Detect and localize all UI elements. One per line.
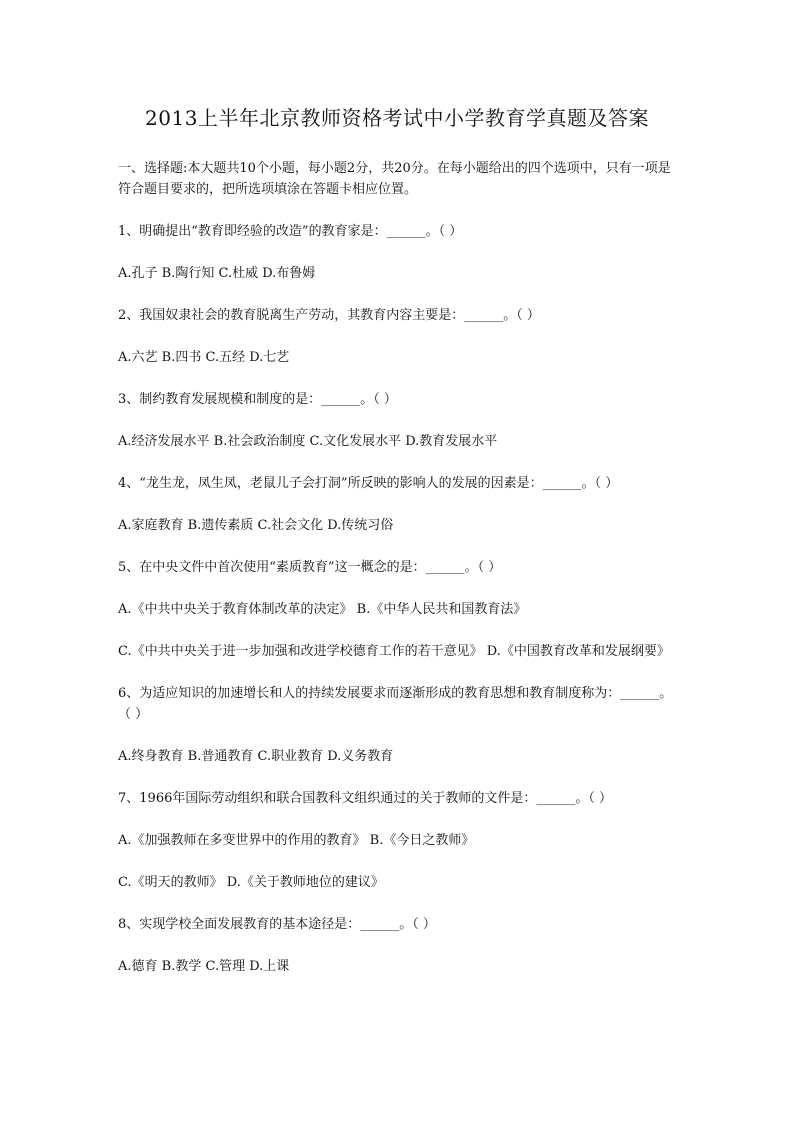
section-intro: 一、选择题:本大题共10个小题，每小题2分，共20分。在每小题给出的四个选项中，只有一项是符合题目要求的，把所选项填涂在答题卡相应位置。 xyxy=(118,161,671,197)
question-4-options: A.家庭教育 B.遗传素质 C.社会文化 D.传统习俗 xyxy=(118,518,394,533)
question-5-options-cd: C.《中共中央关于进一步加强和改进学校德育工作的若干意见》 D.《中国教育改革和发展纲要》 xyxy=(118,644,670,659)
question-7-options-ab: A.《加强教师在多变世界中的作用的教育》 B.《今日之教师》 xyxy=(118,833,475,848)
question-3: 3、制约教育发展规模和制度的是：______。（ ） xyxy=(118,392,397,407)
question-2: 2、我国奴隶社会的教育脱离生产劳动，其教育内容主要是：______。（ ） xyxy=(118,308,540,323)
question-1-options: A.孔子 B.陶行知 C.杜威 D.布鲁姆 xyxy=(118,266,316,281)
document-body xyxy=(118,158,678,998)
question-3-options: A.经济发展水平 B.社会政治制度 C.文化发展水平 D.教育发展水平 xyxy=(118,434,498,449)
question-7: 7、1966年国际劳动组织和联合国教科文组织通过的关于教师的文件是：______。（ ） xyxy=(118,791,612,806)
question-8-options: A.德育 B.教学 C.管理 D.上课 xyxy=(118,959,290,974)
question-2-options: A.六艺 B.四书 C.五经 D.七艺 xyxy=(118,350,290,365)
question-7-options-cd: C.《明天的教师》 D.《关于教师地位的建议》 xyxy=(118,875,384,890)
question-1: 1、明确提出“教育即经验的改造”的教育家是：______。（ ） xyxy=(118,224,463,239)
question-4: 4、“龙生龙，凤生凤，老鼠儿子会打洞”所反映的影响人的发展的因素是：______。（ ） xyxy=(118,476,619,491)
question-6: 6、为适应知识的加速增长和人的持续发展要求而逐渐形成的教育思想和教育制度称为：______。（ ） xyxy=(118,686,673,722)
question-8: 8、实现学校全面发展教育的基本途径是：______。（ ） xyxy=(118,917,436,932)
document-title: 2013上半年北京教师资格考试中小学教育学真题及答案 xyxy=(145,106,649,130)
question-6-options: A.终身教育 B.普通教育 C.职业教育 D.义务教育 xyxy=(118,749,394,764)
question-5: 5、在中央文件中首次使用“素质教育”这一概念的是：______。（ ） xyxy=(118,560,502,575)
question-5-options-ab: A.《中共中央关于教育体制改革的决定》 B.《中华人民共和国教育法》 xyxy=(118,602,527,617)
